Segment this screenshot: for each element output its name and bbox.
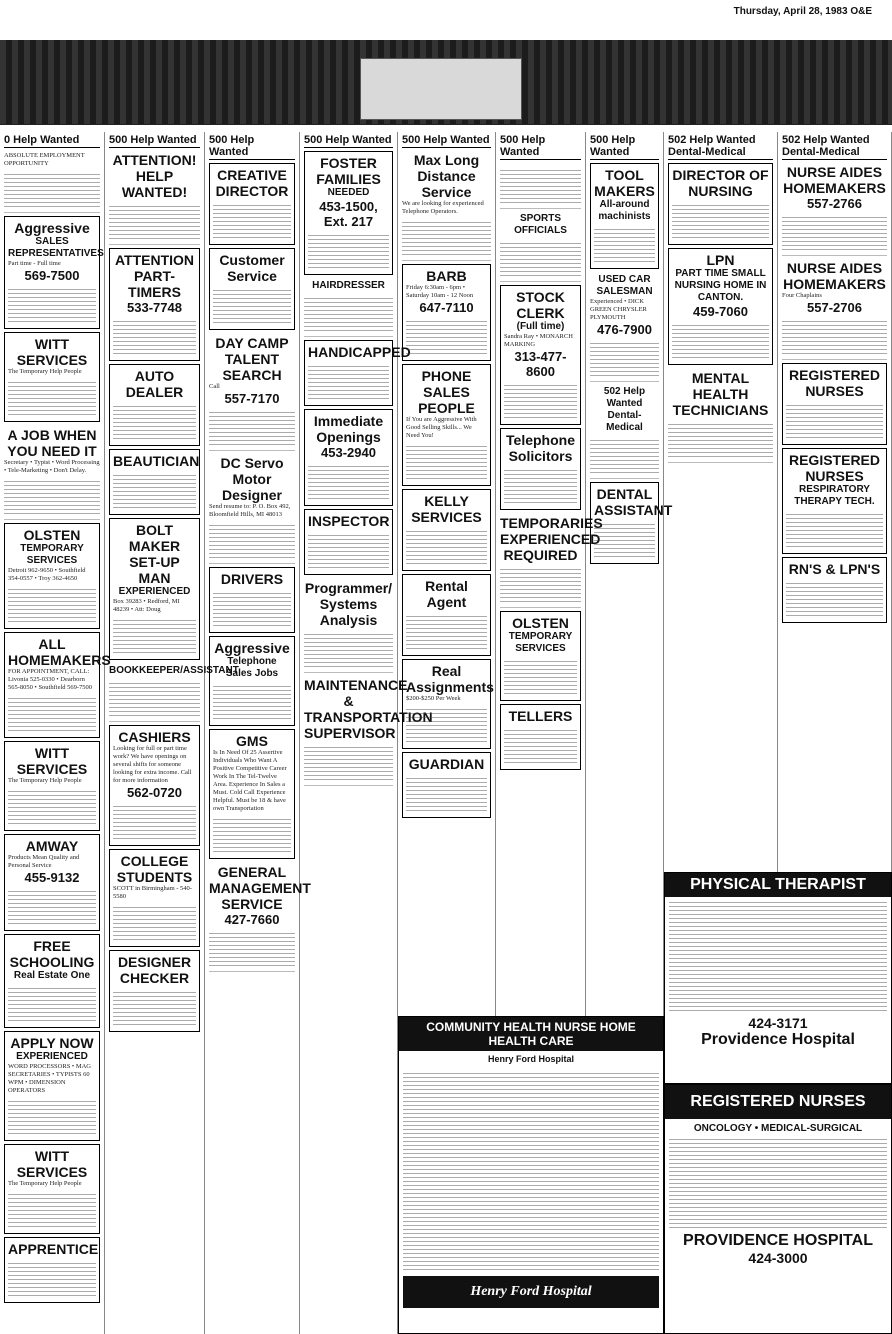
ad-body: The Temporary Help People bbox=[8, 1180, 82, 1187]
classified-ad bbox=[304, 151, 393, 275]
ad-med: All-around machinists bbox=[598, 199, 651, 222]
classified-ad bbox=[402, 489, 491, 571]
banner-center-graphic bbox=[360, 58, 522, 120]
classified-ad bbox=[304, 578, 393, 673]
ad-big: Real Assignments bbox=[406, 663, 494, 695]
classified-ad bbox=[402, 574, 491, 656]
ad-big: STOCK CLERK bbox=[516, 289, 565, 321]
ad-phone: 562-0720 bbox=[127, 785, 182, 800]
ad-phone: 453-1500, Ext. 217 bbox=[319, 199, 378, 229]
ad-fine-print bbox=[113, 803, 196, 839]
classified-ad bbox=[782, 162, 887, 256]
ad-fine-print bbox=[113, 318, 196, 354]
classified-ad bbox=[209, 636, 295, 726]
ad-med: BOOKKEEPER/ASSISTANT bbox=[109, 665, 239, 676]
ad-fine-print bbox=[406, 775, 487, 811]
ad-fine-print bbox=[308, 363, 389, 399]
feature-ad-title: PHYSICAL THERAPIST bbox=[665, 873, 891, 897]
ad-body: SCOTT in Birmingham - 540-5580 bbox=[113, 885, 192, 900]
ad-fine-print bbox=[304, 295, 393, 331]
feature-ad-body bbox=[669, 1138, 887, 1228]
column-heading: 500 Help Wanted bbox=[209, 132, 295, 160]
ad-body: Friday 6:30am - 6pm • Saturday 10am - 12 Noon bbox=[406, 284, 474, 299]
ad-body: If You are Aggressive With Good Selling Skills... We Need You! bbox=[406, 416, 477, 439]
ad-fine-print bbox=[113, 403, 196, 439]
ad-med: Telephone Sales Jobs bbox=[225, 656, 279, 679]
classified-ad bbox=[4, 523, 100, 629]
classified-ad bbox=[209, 333, 295, 451]
ad-fine-print bbox=[8, 286, 96, 322]
ad-fine-print bbox=[213, 683, 291, 719]
ad-fine-print bbox=[4, 478, 100, 514]
ad-fine-print bbox=[8, 1098, 96, 1134]
column-heading: 500 Help Wanted bbox=[590, 132, 659, 160]
feature-ad-sub: Providence Hospital bbox=[701, 1031, 855, 1048]
ad-fine-print bbox=[8, 888, 96, 924]
classified-ad bbox=[209, 248, 295, 330]
ad-big: DRIVERS bbox=[220, 571, 284, 587]
ad-big: ALL HOMEMAKERS bbox=[8, 636, 111, 668]
ad-big: WITT SERVICES bbox=[16, 1148, 88, 1180]
ad-fine-print bbox=[504, 467, 577, 503]
classified-ad bbox=[4, 934, 100, 1028]
classified-ad bbox=[500, 211, 581, 282]
classified-ad bbox=[304, 509, 393, 575]
ad-fine-print bbox=[406, 443, 487, 479]
ad-med: EXPERIENCED bbox=[16, 1051, 88, 1062]
classified-ad bbox=[500, 285, 581, 425]
ad-body: ABSOLUTE EMPLOYMENT OPPORTUNITY bbox=[4, 152, 85, 167]
ad-big: TELLERS bbox=[508, 708, 573, 724]
ad-big: BARB bbox=[426, 268, 467, 284]
column-heading: 500 Help Wanted bbox=[402, 134, 490, 146]
classified-ad bbox=[109, 364, 200, 446]
classified-ad bbox=[402, 150, 491, 261]
ad-fine-print bbox=[308, 532, 389, 568]
ad-fine-print bbox=[406, 528, 487, 564]
classified-ad bbox=[782, 258, 887, 360]
ad-body: Sandra Ray • MONARCH MARKING bbox=[504, 333, 573, 348]
classified-ad bbox=[590, 482, 673, 564]
ad-fine-print bbox=[8, 695, 96, 731]
classified-ad bbox=[4, 425, 100, 520]
ad-med: (Full time) bbox=[516, 321, 565, 332]
ad-big: KELLY SERVICES bbox=[411, 493, 482, 525]
ad-med: TEMPORARY SERVICES bbox=[508, 631, 573, 654]
ad-big: DAY CAMP TALENT SEARCH bbox=[215, 335, 289, 383]
ad-body: Box 39283 • Redford, MI 48239 • Att: Doug bbox=[113, 598, 180, 613]
ad-big: A JOB WHEN YOU NEED IT bbox=[7, 427, 97, 459]
classified-ad bbox=[4, 332, 100, 422]
ad-med: Real Estate One bbox=[13, 970, 91, 981]
ad-fine-print bbox=[672, 202, 769, 238]
ad-big: REGISTERED NURSES bbox=[788, 452, 880, 484]
ad-body: We are looking for experienced Telephone Operators. bbox=[402, 200, 484, 215]
ad-body: Looking for full or part time work? We have openings on several shifts for someone looking for extra income. Call for more information bbox=[113, 745, 192, 784]
ad-big: INSPECTOR bbox=[308, 513, 390, 529]
ad-body: Send resume to: P. O. Box 492, Bloomfield Hills, MI 48013 bbox=[209, 503, 291, 518]
ad-med: EXPERIENCED bbox=[118, 586, 191, 597]
section-banner-image bbox=[0, 40, 892, 126]
feature-ad-body bbox=[669, 901, 887, 1011]
classified-ad bbox=[109, 248, 200, 361]
ad-big: WITT SERVICES bbox=[16, 336, 88, 368]
classified-ad bbox=[402, 752, 491, 818]
ad-med: USED CAR SALESMAN bbox=[596, 274, 653, 297]
classified-column bbox=[300, 132, 433, 1334]
ad-fine-print bbox=[113, 904, 196, 940]
ad-body: Call bbox=[209, 383, 220, 390]
classified-ad bbox=[209, 567, 295, 633]
ad-big: PHONE SALES PEOPLE bbox=[418, 368, 475, 416]
column-heading: 500 Help Wanted bbox=[304, 134, 392, 146]
ad-big: TOOL MAKERS bbox=[594, 167, 655, 199]
ad-big: OLSTEN bbox=[23, 527, 81, 543]
ad-med: RESPIRATORY THERAPY TECH. bbox=[794, 484, 875, 507]
ad-med: NEEDED bbox=[327, 187, 370, 198]
ad-fine-print bbox=[786, 511, 883, 547]
classified-ad bbox=[209, 862, 311, 972]
feature-ad-physical-therapist bbox=[664, 872, 892, 1084]
ad-body: WORD PROCESSORS • MAG SECRETARIES • TYPISTS 60 WPM • DIMENSION OPERATORS bbox=[8, 1063, 92, 1094]
ad-big: LPN bbox=[706, 252, 735, 268]
ad-big: FREE SCHOOLING bbox=[9, 938, 95, 970]
ad-fine-print bbox=[402, 219, 491, 255]
classified-ad bbox=[668, 163, 773, 245]
ad-big: DC Servo Motor Designer bbox=[220, 455, 284, 503]
ad-body: FOR APPOINTMENT, CALL: Livonia 525-0330 • Dearborn 565-8050 • Southfield 569-7500 bbox=[8, 668, 93, 691]
ad-fine-print bbox=[672, 322, 769, 358]
classified-ad bbox=[590, 163, 659, 269]
ad-phone: 557-2706 bbox=[807, 300, 862, 315]
ad-fine-print bbox=[113, 617, 196, 653]
ad-phone: 453-2940 bbox=[321, 445, 376, 460]
ad-big: Customer Service bbox=[219, 252, 285, 284]
ad-fine-print bbox=[4, 171, 100, 207]
ad-fine-print bbox=[209, 522, 295, 558]
ad-fine-print bbox=[109, 680, 200, 716]
classified-ad bbox=[109, 950, 200, 1032]
ad-fine-print bbox=[213, 287, 291, 323]
classified-ad bbox=[590, 384, 659, 479]
classified-ad bbox=[4, 150, 100, 213]
page-header bbox=[0, 0, 892, 41]
classified-ad bbox=[782, 363, 887, 445]
ad-big: Aggressive bbox=[14, 220, 90, 236]
ad-fine-print bbox=[594, 226, 655, 262]
classified-ad bbox=[4, 1237, 100, 1303]
ad-fine-print bbox=[8, 1260, 96, 1296]
ad-fine-print bbox=[213, 202, 291, 238]
ad-phone: 313-477-8600 bbox=[514, 349, 567, 379]
ad-big: MENTAL HEALTH TECHNICIANS bbox=[672, 370, 769, 418]
classified-ad bbox=[209, 453, 295, 564]
ad-big: HANDICAPPED bbox=[308, 344, 411, 360]
ad-fine-print bbox=[304, 631, 393, 667]
ad-fine-print bbox=[209, 930, 295, 966]
ad-big: CREATIVE DIRECTOR bbox=[215, 167, 289, 199]
ad-big: APPRENTICE bbox=[8, 1241, 99, 1257]
column-heading: 500 Help Wanted bbox=[500, 132, 581, 160]
ad-med: HAIRDRESSER bbox=[312, 280, 385, 291]
ad-phone: 476-7900 bbox=[597, 322, 652, 337]
classified-ad bbox=[304, 340, 411, 406]
classified-column bbox=[0, 132, 111, 1334]
ad-fine-print bbox=[308, 232, 389, 268]
ad-body: $200-$250 Per Week bbox=[406, 695, 461, 702]
classified-ad bbox=[782, 557, 887, 623]
feature-ad-henry-ford bbox=[398, 1016, 664, 1334]
ad-body: Experienced • DICK GREEN CHRYSLER PLYMOUTH bbox=[590, 298, 647, 321]
ad-big: GMS bbox=[236, 733, 268, 749]
classified-ad bbox=[782, 448, 887, 554]
ad-big: DESIGNER CHECKER bbox=[117, 954, 192, 986]
ad-big: REGISTERED NURSES bbox=[788, 367, 880, 399]
ad-fine-print bbox=[504, 658, 577, 694]
ad-big: Programmer/ Systems Analysis bbox=[304, 580, 393, 628]
classified-ad bbox=[402, 264, 491, 361]
ad-big: Max Long Distance Service bbox=[413, 152, 480, 200]
ad-body: Four Chaplains bbox=[782, 292, 822, 299]
ad-fine-print bbox=[304, 744, 393, 780]
ad-big: RN'S & LPN'S bbox=[788, 561, 881, 577]
feature-ad-footer: PROVIDENCE HOSPITAL bbox=[683, 1232, 873, 1249]
ad-big: GUARDIAN bbox=[408, 756, 485, 772]
ad-phone: 459-7060 bbox=[693, 304, 748, 319]
ad-fine-print bbox=[504, 727, 577, 763]
ad-fine-print bbox=[8, 1191, 96, 1227]
ad-phone: 569-7500 bbox=[24, 268, 80, 283]
ad-fine-print bbox=[504, 382, 577, 418]
ad-fine-print bbox=[590, 437, 659, 473]
ad-phone: 647-7110 bbox=[419, 300, 474, 315]
ad-big: WITT SERVICES bbox=[16, 745, 88, 777]
header-date: Thursday, April 28, 1983 O&E bbox=[733, 6, 872, 17]
ad-fine-print bbox=[213, 816, 291, 852]
classified-ad bbox=[590, 272, 659, 382]
feature-ad-providence-rn bbox=[664, 1084, 892, 1334]
ad-big: AMWAY bbox=[25, 838, 79, 854]
classified-column bbox=[205, 132, 311, 1334]
ad-big: OLSTEN bbox=[512, 615, 569, 631]
ad-fine-print bbox=[782, 214, 887, 250]
ad-fine-print bbox=[500, 566, 581, 602]
feature-ad-title: REGISTERED NURSES bbox=[665, 1085, 891, 1119]
classified-ad bbox=[500, 704, 581, 770]
classified-ad bbox=[4, 216, 104, 329]
ad-med: 502 Help Wanted Dental-Medical bbox=[603, 386, 646, 433]
ad-big: NURSE AIDES HOMEMAKERS bbox=[783, 260, 886, 292]
ad-body: Products Mean Quality and Personal Service bbox=[8, 854, 80, 869]
ad-phone: 427-7660 bbox=[224, 912, 280, 927]
column-heading: 502 Help Wanted Dental-Medical bbox=[782, 132, 887, 160]
ad-fine-print bbox=[113, 989, 196, 1025]
ad-big: NURSE AIDES HOMEMAKERS bbox=[783, 164, 886, 196]
feature-ad-body bbox=[403, 1070, 659, 1270]
column-heading: 502 Help Wanted Dental-Medical bbox=[668, 132, 773, 160]
classified-ad bbox=[209, 729, 295, 859]
classified-ad bbox=[4, 834, 100, 931]
classified-ad bbox=[109, 725, 200, 846]
ad-big: ATTENTION PART-TIMERS bbox=[114, 252, 195, 300]
classified-ad bbox=[209, 163, 295, 245]
ad-med: SPORTS OFFICIALS bbox=[514, 213, 567, 236]
classified-ad bbox=[304, 675, 433, 786]
ad-med: PART TIME SMALL NURSING HOME IN CANTON. bbox=[674, 268, 767, 303]
ad-big: DENTAL ASSISTANT bbox=[594, 486, 673, 518]
ad-big: FOSTER FAMILIES bbox=[316, 155, 381, 187]
classified-ad bbox=[4, 741, 100, 831]
feature-ad-title: COMMUNITY HEALTH NURSE HOME HEALTH CARE bbox=[399, 1017, 663, 1051]
classified-ad bbox=[500, 162, 581, 209]
ad-fine-print bbox=[209, 409, 295, 445]
classified-ad bbox=[402, 659, 494, 749]
ad-fine-print bbox=[406, 613, 487, 649]
classified-ad bbox=[109, 518, 200, 660]
ad-big: Aggressive bbox=[214, 640, 290, 656]
ad-body: The Temporary Help People bbox=[8, 368, 82, 375]
ad-fine-print bbox=[8, 985, 96, 1021]
ad-fine-print bbox=[213, 590, 291, 626]
ad-med: SALES REPRESENTATIVES bbox=[8, 236, 104, 259]
ad-fine-print bbox=[109, 203, 200, 239]
ad-fine-print bbox=[668, 421, 773, 457]
ad-body: Secretary • Typist • Word Processing • Tele-Marketing • Don't Delay. bbox=[4, 459, 100, 474]
classified-ad bbox=[109, 449, 200, 515]
ad-phone: 557-7170 bbox=[224, 391, 280, 406]
ad-fine-print bbox=[786, 580, 883, 616]
classified-ad bbox=[402, 364, 491, 486]
feature-ad-sub: Henry Ford Hospital bbox=[487, 1054, 574, 1064]
ad-fine-print bbox=[786, 402, 883, 438]
ad-fine-print bbox=[406, 706, 487, 742]
ad-big: AUTO DEALER bbox=[125, 368, 184, 400]
feature-ad-sub: ONCOLOGY • MEDICAL-SURGICAL bbox=[693, 1123, 863, 1134]
ad-phone: 455-9132 bbox=[24, 870, 80, 885]
ad-body: Detroit 962-9650 • Southfield 354-0557 • Troy 362-4650 bbox=[8, 567, 86, 582]
classified-ad bbox=[109, 849, 200, 947]
henry-ford-logo: Henry Ford Hospital bbox=[403, 1276, 659, 1308]
classified-ad bbox=[109, 150, 200, 245]
ad-big: TEMPORARIES EXPERIENCED REQUIRED bbox=[500, 515, 603, 563]
classified-ad bbox=[500, 428, 581, 510]
ad-fine-print bbox=[782, 318, 887, 354]
ad-big: DIRECTOR OF NURSING bbox=[672, 167, 769, 199]
ad-fine-print bbox=[8, 586, 96, 622]
classified-ad bbox=[304, 278, 393, 337]
column-heading: 500 Help Wanted bbox=[109, 132, 200, 148]
ad-big: COLLEGE STUDENTS bbox=[116, 853, 193, 885]
classified-ad bbox=[500, 513, 603, 608]
classified-ad bbox=[668, 368, 773, 463]
ad-big: CASHIERS bbox=[118, 729, 191, 745]
classified-ad bbox=[4, 1031, 100, 1141]
ad-fine-print bbox=[8, 788, 96, 824]
ad-phone: 533-7748 bbox=[127, 300, 182, 315]
ad-big: Immediate Openings bbox=[313, 413, 384, 445]
feature-ad-phone: 424-3171 bbox=[748, 1015, 808, 1031]
ad-fine-print bbox=[590, 340, 659, 376]
ad-fine-print bbox=[594, 521, 655, 557]
ad-fine-print bbox=[8, 379, 96, 415]
classified-ad bbox=[304, 409, 393, 506]
ad-big: BEAUTICIAN bbox=[113, 453, 200, 469]
ad-body: The Temporary Help People bbox=[8, 777, 82, 784]
classified-ad bbox=[109, 663, 239, 722]
ad-big: GENERAL MANAGEMENT SERVICE bbox=[209, 864, 311, 912]
classified-column bbox=[105, 132, 239, 1334]
ad-fine-print bbox=[113, 472, 196, 508]
ad-big: APPLY NOW bbox=[10, 1035, 94, 1051]
ad-fine-print bbox=[308, 463, 389, 499]
ad-body: Is In Need Of 25 Assertive Individuals Who Want A Positive Competitive Career Work In The Tel-Twelve Area. Experience In Sales a Must. Cold Call Experience Helpful. Must be 18 & have own Transportation bbox=[213, 749, 287, 812]
ad-big: Rental Agent bbox=[425, 578, 468, 610]
ad-big: ATTENTION! HELP WANTED! bbox=[112, 152, 197, 200]
classified-ad bbox=[500, 611, 581, 701]
ad-fine-print bbox=[500, 167, 581, 203]
ad-body: Part time - Full time bbox=[8, 260, 61, 267]
ad-big: BOLT MAKER SET-UP MAN bbox=[128, 522, 181, 586]
classified-ad bbox=[4, 1144, 100, 1234]
ad-big: MAINTENANCE & TRANSPORTATION SUPERVISOR bbox=[304, 677, 433, 741]
column-heading: 0 Help Wanted bbox=[4, 132, 100, 148]
ad-fine-print bbox=[500, 240, 581, 276]
classified-ad bbox=[4, 632, 111, 738]
ad-phone: 557-2766 bbox=[807, 196, 862, 211]
ad-fine-print bbox=[406, 318, 487, 354]
feature-ad-phone: 424-3000 bbox=[748, 1250, 808, 1266]
ad-big: Telephone Solicitors bbox=[506, 432, 575, 464]
ad-med: TEMPORARY SERVICES bbox=[20, 543, 84, 566]
classified-ad bbox=[668, 248, 773, 365]
